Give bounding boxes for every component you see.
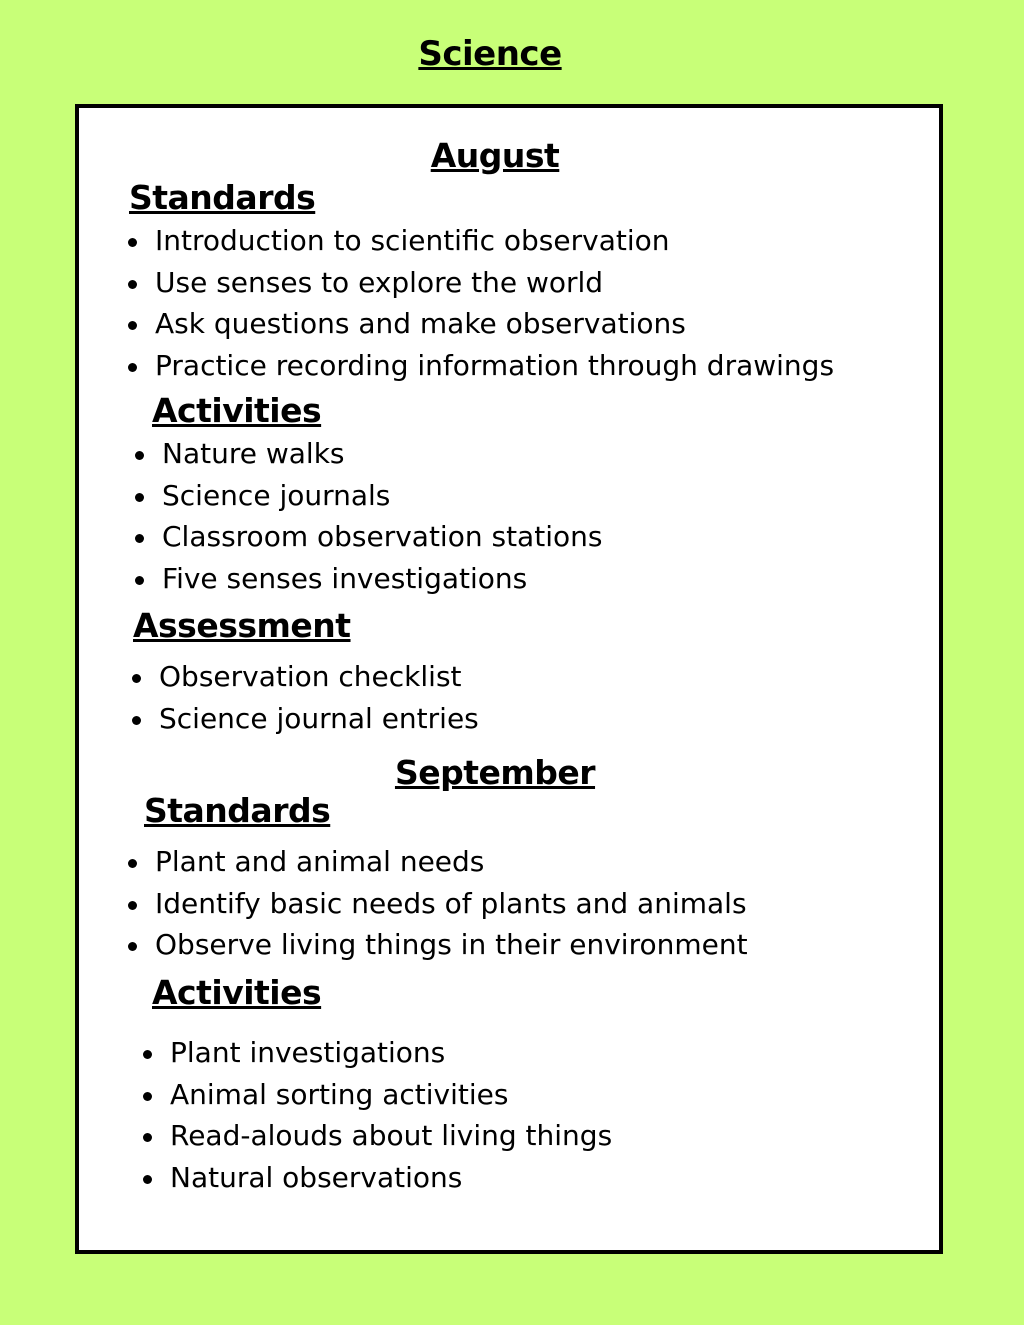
list-item: Observation checklist: [129, 656, 479, 698]
month-heading-august: August: [430, 136, 560, 175]
list-item: Plant investigations: [140, 1032, 612, 1074]
list-item: Five senses investigations: [132, 558, 602, 600]
month-heading-september: September: [394, 753, 596, 792]
assessment-list: [129, 656, 479, 739]
list-item: Ask questions and make observations: [125, 303, 834, 345]
curriculum-panel: [75, 104, 943, 1254]
list-item: Science journals: [132, 475, 602, 517]
standards-list: [125, 841, 748, 966]
standards-list: [125, 220, 834, 386]
list-item: Read-alouds about living things: [140, 1115, 612, 1157]
section-heading-standards: Standards: [129, 178, 316, 217]
section-heading-standards: Standards: [144, 791, 331, 830]
list-item: Identify basic needs of plants and animals: [125, 883, 748, 925]
list-item: Science journal entries: [129, 698, 479, 740]
list-item: Natural observations: [140, 1157, 612, 1199]
list-item: Use senses to explore the world: [125, 262, 834, 304]
activities-list: [140, 1032, 612, 1198]
list-item: Observe living things in their environment: [125, 924, 748, 966]
section-heading-activities: Activities: [152, 391, 322, 430]
activities-list: [132, 433, 602, 599]
list-item: Classroom observation stations: [132, 516, 602, 558]
section-heading-activities: Activities: [152, 973, 322, 1012]
list-item: Introduction to scientific observation: [125, 220, 834, 262]
section-heading-assessment: Assessment: [133, 606, 351, 645]
list-item: Plant and animal needs: [125, 841, 748, 883]
page-title: Science: [418, 34, 562, 74]
list-item: Animal sorting activities: [140, 1074, 612, 1116]
list-item: Nature walks: [132, 433, 602, 475]
list-item: Practice recording information through drawings: [125, 345, 834, 387]
